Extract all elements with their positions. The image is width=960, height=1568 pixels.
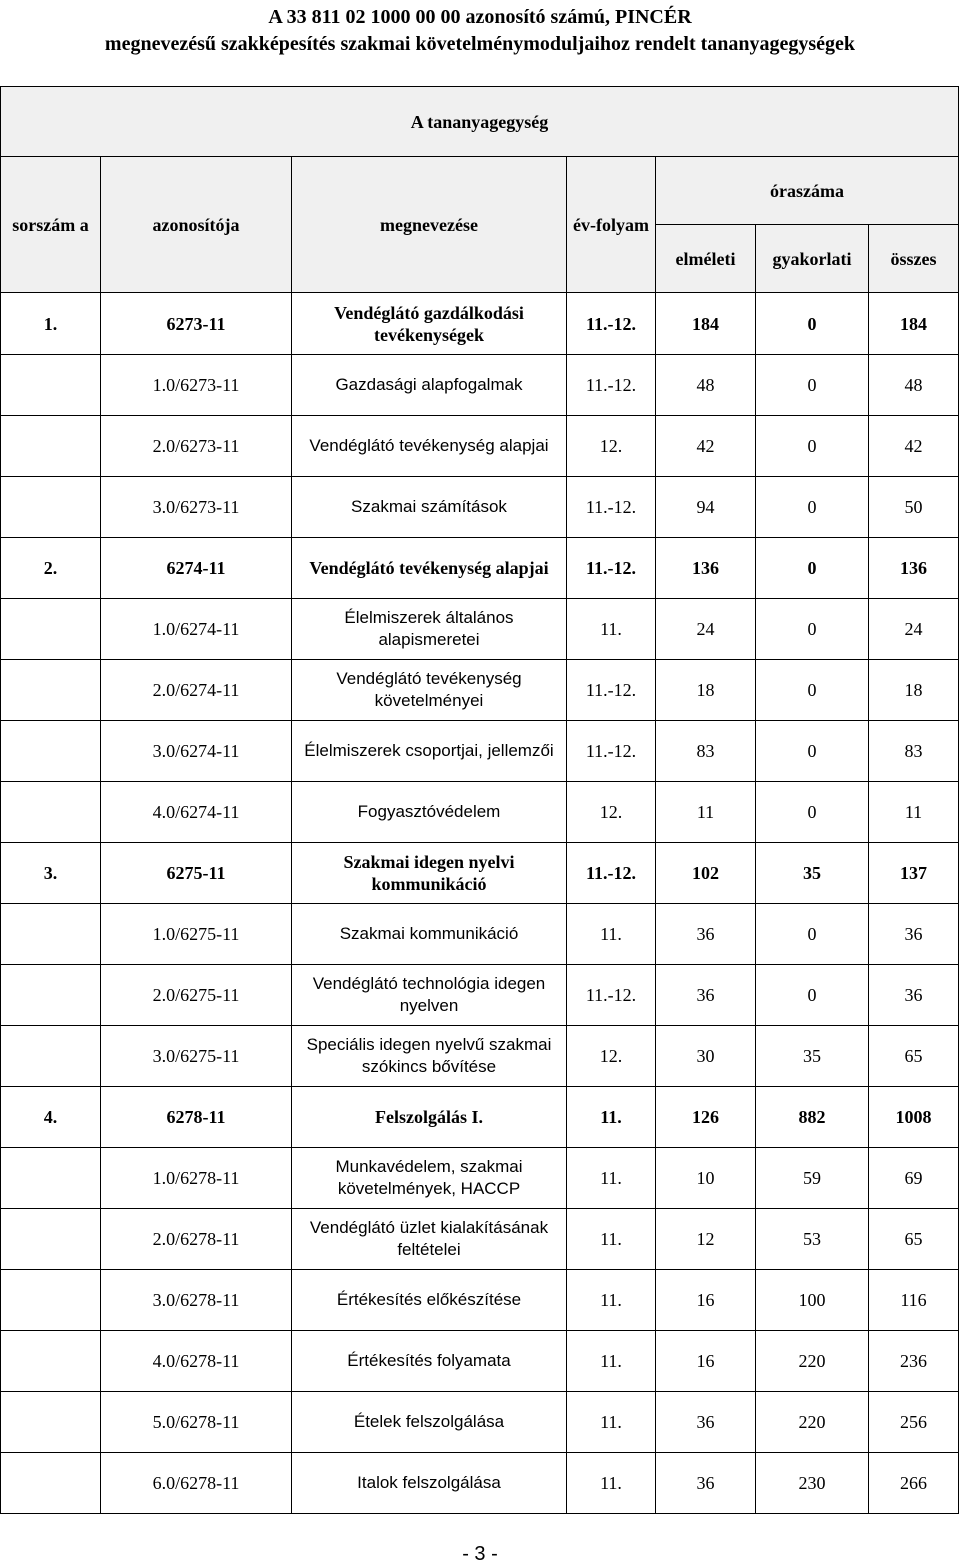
row-osszes: 1008: [869, 1087, 959, 1148]
row-evfolyam: 11.: [567, 599, 656, 660]
row-megnevezes: Szakmai számítások: [292, 477, 567, 538]
row-elmeleti: 94: [656, 477, 756, 538]
row-azonosito: 4.0/6278-11: [101, 1331, 292, 1392]
row-megnevezes: Ételek felszolgálása: [292, 1392, 567, 1453]
document-title: [0, 4, 960, 58]
row-gyakorlati: 59: [756, 1148, 869, 1209]
row-elmeleti: 36: [656, 1453, 756, 1514]
row-gyakorlati: 53: [756, 1209, 869, 1270]
table-row: [1, 1087, 959, 1148]
row-elmeleti: 42: [656, 416, 756, 477]
row-sorszam: [1, 355, 101, 416]
row-sorszam: 4.: [1, 1087, 101, 1148]
row-azonosito: 4.0/6274-11: [101, 782, 292, 843]
row-sorszam: [1, 721, 101, 782]
row-osszes: 48: [869, 355, 959, 416]
title-line-2: megnevezésű szakképesítés szakmai követelménymoduljaihoz rendelt tananyagegységek: [104, 33, 856, 55]
table-row: [1, 1270, 959, 1331]
row-azonosito: 3.0/6274-11: [101, 721, 292, 782]
row-megnevezes: Vendéglátó üzlet kialakításának feltételei: [292, 1209, 567, 1270]
row-megnevezes: Gazdasági alapfogalmak: [292, 355, 567, 416]
row-sorszam: [1, 1392, 101, 1453]
row-evfolyam: 11.-12.: [567, 355, 656, 416]
table-row: [1, 660, 959, 721]
row-sorszam: [1, 477, 101, 538]
row-elmeleti: 24: [656, 599, 756, 660]
row-megnevezes: Vendéglátó tevékenység követelményei: [292, 660, 567, 721]
row-elmeleti: 12: [656, 1209, 756, 1270]
row-gyakorlati: 100: [756, 1270, 869, 1331]
row-evfolyam: 11.: [567, 1148, 656, 1209]
header-group: A tananyagegység: [1, 87, 959, 157]
row-gyakorlati: 0: [756, 782, 869, 843]
row-megnevezes: Speciális idegen nyelvű szakmai szókincs bővítése: [292, 1026, 567, 1087]
header-osszes: összes: [869, 225, 959, 293]
row-sorszam: [1, 1209, 101, 1270]
row-azonosito: 3.0/6275-11: [101, 1026, 292, 1087]
table-row: [1, 782, 959, 843]
table-row: [1, 1331, 959, 1392]
row-megnevezes: Fogyasztóvédelem: [292, 782, 567, 843]
row-azonosito: 3.0/6273-11: [101, 477, 292, 538]
row-sorszam: [1, 1148, 101, 1209]
curriculum-table: [0, 86, 959, 1514]
row-sorszam: [1, 660, 101, 721]
row-evfolyam: 11.-12.: [567, 843, 656, 904]
row-evfolyam: 11.: [567, 1270, 656, 1331]
row-elmeleti: 48: [656, 355, 756, 416]
row-sorszam: 1.: [1, 293, 101, 355]
row-osszes: 116: [869, 1270, 959, 1331]
table-row: [1, 293, 959, 355]
table-row: [1, 721, 959, 782]
table-row: [1, 1453, 959, 1514]
row-azonosito: 6.0/6278-11: [101, 1453, 292, 1514]
row-azonosito: 6278-11: [101, 1087, 292, 1148]
row-elmeleti: 184: [656, 293, 756, 355]
row-gyakorlati: 882: [756, 1087, 869, 1148]
row-sorszam: 2.: [1, 538, 101, 599]
row-elmeleti: 10: [656, 1148, 756, 1209]
table-row: [1, 599, 959, 660]
row-megnevezes: Italok felszolgálása: [292, 1453, 567, 1514]
row-elmeleti: 30: [656, 1026, 756, 1087]
header-evfolyam: év-folyam: [567, 157, 656, 293]
table-row: [1, 477, 959, 538]
row-osszes: 42: [869, 416, 959, 477]
row-evfolyam: 11.-12.: [567, 721, 656, 782]
row-gyakorlati: 0: [756, 904, 869, 965]
row-azonosito: 1.0/6278-11: [101, 1148, 292, 1209]
row-megnevezes: Élelmiszerek általános alapismeretei: [292, 599, 567, 660]
header-sorszam: sorszám a: [1, 157, 101, 293]
row-azonosito: 2.0/6273-11: [101, 416, 292, 477]
row-evfolyam: 11.-12.: [567, 660, 656, 721]
row-elmeleti: 36: [656, 965, 756, 1026]
row-osszes: 50: [869, 477, 959, 538]
row-elmeleti: 36: [656, 1392, 756, 1453]
row-osszes: 236: [869, 1331, 959, 1392]
row-osszes: 36: [869, 904, 959, 965]
row-megnevezes: Szakmai kommunikáció: [292, 904, 567, 965]
row-sorszam: [1, 1453, 101, 1514]
row-osszes: 11: [869, 782, 959, 843]
row-gyakorlati: 0: [756, 416, 869, 477]
row-gyakorlati: 230: [756, 1453, 869, 1514]
row-gyakorlati: 0: [756, 538, 869, 599]
row-evfolyam: 11.: [567, 1392, 656, 1453]
row-azonosito: 2.0/6274-11: [101, 660, 292, 721]
table-row: [1, 904, 959, 965]
row-gyakorlati: 220: [756, 1331, 869, 1392]
header-megnevezese: megnevezése: [292, 157, 567, 293]
row-evfolyam: 12.: [567, 416, 656, 477]
row-megnevezes: Élelmiszerek csoportjai, jellemzői: [292, 721, 567, 782]
row-megnevezes: Munkavédelem, szakmai követelmények, HACCP: [292, 1148, 567, 1209]
table-row: [1, 1026, 959, 1087]
row-gyakorlati: 0: [756, 965, 869, 1026]
row-megnevezes: Vendéglátó tevékenység alapjai: [292, 538, 567, 599]
row-megnevezes: Értékesítés előkészítése: [292, 1270, 567, 1331]
row-megnevezes: Vendéglátó technológia idegen nyelven: [292, 965, 567, 1026]
table-row: [1, 1392, 959, 1453]
row-evfolyam: 11.: [567, 904, 656, 965]
table-row: [1, 965, 959, 1026]
row-evfolyam: 11.: [567, 1331, 656, 1392]
row-elmeleti: 83: [656, 721, 756, 782]
row-sorszam: [1, 782, 101, 843]
row-osszes: 36: [869, 965, 959, 1026]
header-gyakorlati: gyakorlati: [756, 225, 869, 293]
header-oraszama: óraszáma: [656, 157, 959, 225]
row-evfolyam: 11.-12.: [567, 538, 656, 599]
row-elmeleti: 36: [656, 904, 756, 965]
row-sorszam: [1, 1331, 101, 1392]
row-gyakorlati: 35: [756, 843, 869, 904]
row-elmeleti: 11: [656, 782, 756, 843]
row-evfolyam: 11.-12.: [567, 477, 656, 538]
row-gyakorlati: 0: [756, 599, 869, 660]
row-megnevezes: Vendéglátó tevékenység alapjai: [292, 416, 567, 477]
row-megnevezes: Szakmai idegen nyelvi kommunikáció: [292, 843, 567, 904]
row-gyakorlati: 35: [756, 1026, 869, 1087]
table-row: [1, 355, 959, 416]
row-gyakorlati: 0: [756, 660, 869, 721]
row-osszes: 256: [869, 1392, 959, 1453]
row-osszes: 65: [869, 1209, 959, 1270]
row-evfolyam: 11.: [567, 1453, 656, 1514]
row-sorszam: [1, 1026, 101, 1087]
row-gyakorlati: 220: [756, 1392, 869, 1453]
row-sorszam: [1, 904, 101, 965]
row-elmeleti: 136: [656, 538, 756, 599]
row-azonosito: 5.0/6278-11: [101, 1392, 292, 1453]
row-evfolyam: 12.: [567, 782, 656, 843]
row-megnevezes: Felszolgálás I.: [292, 1087, 567, 1148]
row-azonosito: 2.0/6275-11: [101, 965, 292, 1026]
row-osszes: 65: [869, 1026, 959, 1087]
row-azonosito: 3.0/6278-11: [101, 1270, 292, 1331]
row-elmeleti: 102: [656, 843, 756, 904]
row-evfolyam: 11.-12.: [567, 965, 656, 1026]
row-sorszam: [1, 599, 101, 660]
row-azonosito: 1.0/6273-11: [101, 355, 292, 416]
table-row: [1, 416, 959, 477]
row-gyakorlati: 0: [756, 293, 869, 355]
row-osszes: 83: [869, 721, 959, 782]
row-azonosito: 6273-11: [101, 293, 292, 355]
row-gyakorlati: 0: [756, 477, 869, 538]
row-osszes: 69: [869, 1148, 959, 1209]
row-osszes: 136: [869, 538, 959, 599]
row-sorszam: [1, 416, 101, 477]
title-line-1: A 33 811 02 1000 00 00 azonosító számú, PINCÉR: [268, 6, 692, 28]
row-elmeleti: 126: [656, 1087, 756, 1148]
header-elmeleti: elméleti: [656, 225, 756, 293]
row-sorszam: 3.: [1, 843, 101, 904]
row-evfolyam: 11.: [567, 1087, 656, 1148]
row-evfolyam: 11.-12.: [567, 293, 656, 355]
row-elmeleti: 16: [656, 1270, 756, 1331]
row-osszes: 184: [869, 293, 959, 355]
table-row: [1, 1148, 959, 1209]
header-azonositoja: azonosítója: [101, 157, 292, 293]
row-gyakorlati: 0: [756, 721, 869, 782]
row-osszes: 18: [869, 660, 959, 721]
row-elmeleti: 16: [656, 1331, 756, 1392]
row-megnevezes: Vendéglátó gazdálkodási tevékenységek: [292, 293, 567, 355]
page-number: - 3 -: [462, 1543, 498, 1565]
row-evfolyam: 12.: [567, 1026, 656, 1087]
table-row: [1, 843, 959, 904]
row-azonosito: 1.0/6274-11: [101, 599, 292, 660]
row-azonosito: 1.0/6275-11: [101, 904, 292, 965]
row-elmeleti: 18: [656, 660, 756, 721]
table-row: [1, 538, 959, 599]
row-sorszam: [1, 1270, 101, 1331]
row-sorszam: [1, 965, 101, 1026]
row-gyakorlati: 0: [756, 355, 869, 416]
row-azonosito: 2.0/6278-11: [101, 1209, 292, 1270]
row-osszes: 137: [869, 843, 959, 904]
row-osszes: 266: [869, 1453, 959, 1514]
row-azonosito: 6274-11: [101, 538, 292, 599]
row-megnevezes: Értékesítés folyamata: [292, 1331, 567, 1392]
row-azonosito: 6275-11: [101, 843, 292, 904]
table-row: [1, 1209, 959, 1270]
row-evfolyam: 11.: [567, 1209, 656, 1270]
row-osszes: 24: [869, 599, 959, 660]
